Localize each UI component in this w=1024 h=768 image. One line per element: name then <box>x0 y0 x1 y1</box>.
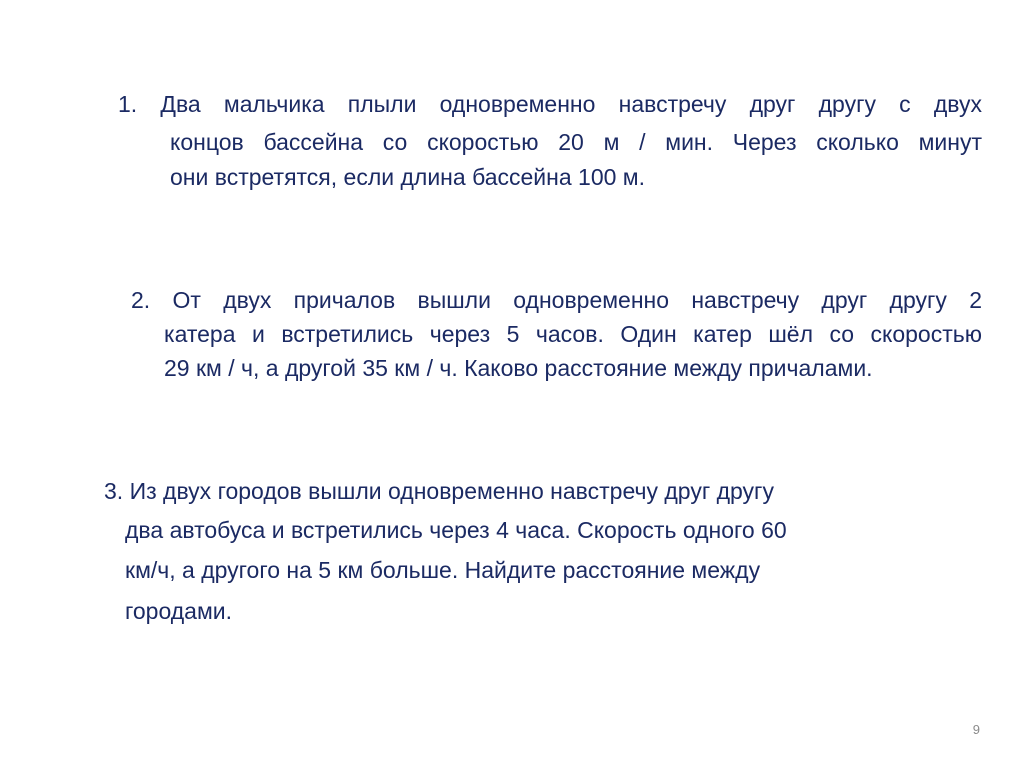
problem-3-line-3: км/ч, а другого на 5 км больше. Найдите расстояние между <box>125 557 761 583</box>
problem-1-line-2: концов бассейна со скоростью 20 м / мин. Через сколько минут <box>170 129 982 155</box>
problem-3-line-2: два автобуса и встретились через 4 часа. Скорость одного 60 <box>125 517 787 543</box>
problem-3-line-1: 3. Из двух городов вышли одновременно навстречу друг другу <box>104 478 774 504</box>
problem-2-line-3: 29 км / ч, а другой 35 км / ч. Каково расстояние между причалами. <box>164 355 873 381</box>
problem-1-line-3: они встретятся, если длина бассейна 100 м. <box>170 164 645 190</box>
problem-3-line-4: городами. <box>125 598 233 624</box>
page-number: 9 <box>972 722 980 737</box>
problem-2-line-2: катера и встретились через 5 часов. Один катер шёл со скоростью <box>164 321 982 347</box>
problem-1-line-1: 1. Два мальчика плыли одновременно навстречу друг другу с двух <box>118 91 982 117</box>
problem-2-line-1: 2. От двух причалов вышли одновременно навстречу друг другу 2 <box>131 287 982 313</box>
